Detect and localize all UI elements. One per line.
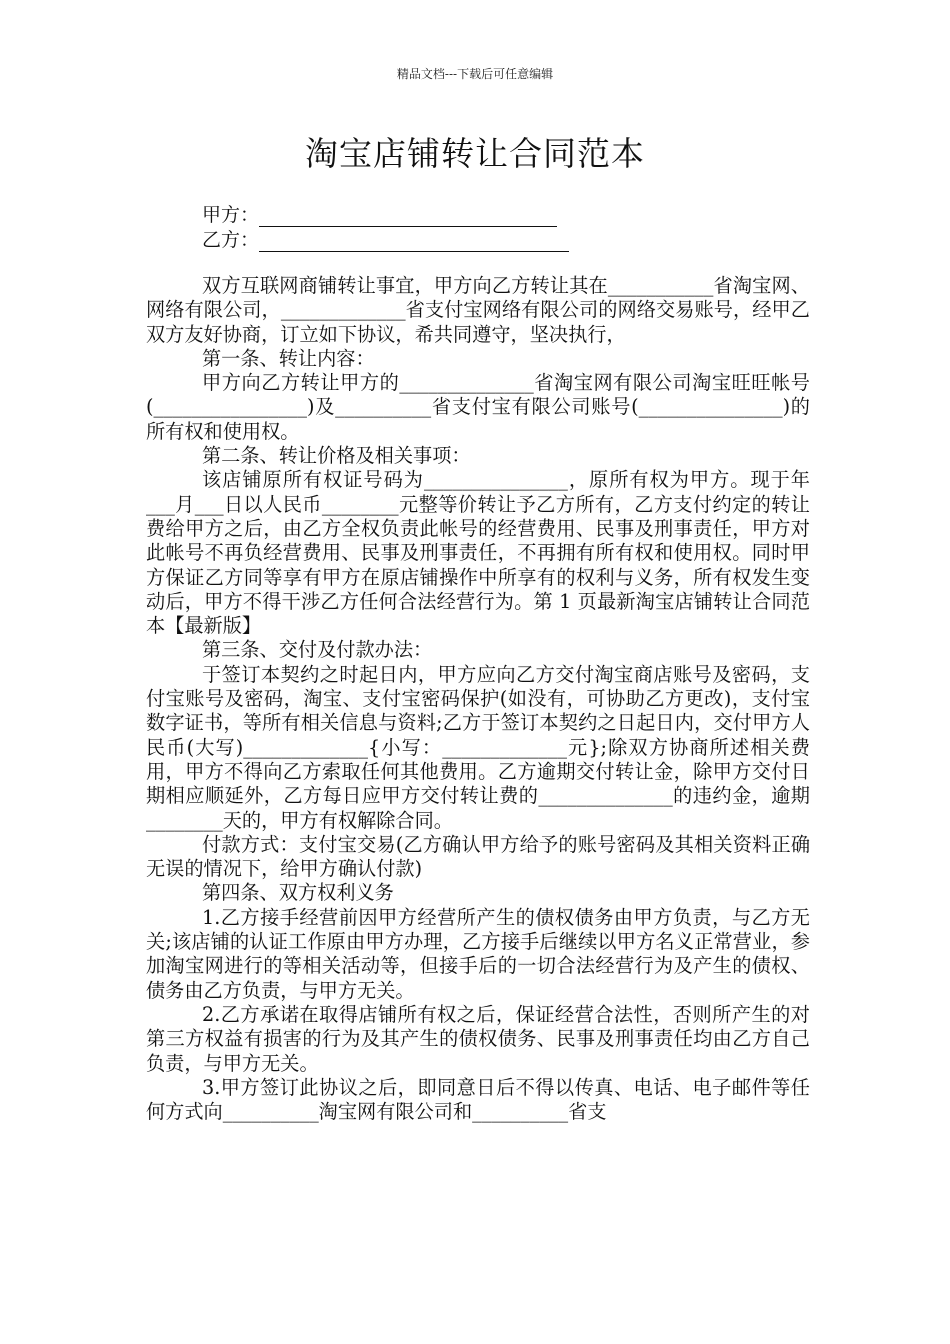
clause-2-title: 第二条、转让价格及相关事项： xyxy=(202,444,471,468)
page-title: 淘宝店铺转让合同范本 xyxy=(305,134,645,173)
clause-4-item-2: 2.乙方承诺在取得店铺所有权之后，保证经营合法性，否则所产生的对第三方权益有损害的行为及其产生的债权债务、民事及刑事责任均由乙方自己负责，与甲方无关。 xyxy=(146,1002,810,1075)
clause-4-item-1: 1.乙方接手经营前因甲方经营所产生的债权债务由甲方负责，与乙方无关;该店铺的认证工作原由甲方办理，乙方接手后继续以甲方名义正常营业，参加淘宝网进行的等相关活动等，但接手后的一切合法经营行为及产生的债权、债务由乙方负责，与甲方无关。 xyxy=(146,905,810,1002)
party-b-row xyxy=(202,228,569,252)
clause-1-text: 甲方向乙方转让甲方的______________省淘宝网有限公司淘宝旺旺帐号(________________)及__________省支付宝有限公司账号(_______________)的所有权和使用权。 xyxy=(146,371,810,443)
contract-body xyxy=(146,274,810,1124)
paragraph-intro: 双方互联网商铺转让事宜，甲方向乙方转让其在___________省淘宝网、网络有限公司，_____________省支付宝网络有限公司的网络交易账号，经甲乙双方友好协商，订立如下协议，希共同遵守，坚决执行， xyxy=(146,274,810,346)
header-note: 精品文档---下载后可任意编辑 xyxy=(396,67,554,81)
party-a-row xyxy=(202,203,557,227)
clause-3-title: 第三条、交付及付款办法： xyxy=(202,638,433,662)
clause-2-text: 该店铺原所有权证号码为_______________，原所有权为甲方。现于年___月___日以人民币________元整等价转让予乙方所有，乙方支付约定的转让费给甲方之后，由乙方全权负责此帐号的经营费用、民事及刑事责任，甲方对此帐号不再负经营费用、民事及刑事责任，不再拥有所有权和使用权。同时甲方保证乙方同等享有甲方在原店铺操作中所享有的权利与义务，所有权发生变动后，甲方不得干涉乙方任何合法经营行为。第 1 页最新淘宝店铺转让合同范本【最新版】 xyxy=(146,468,810,638)
clause-4-item-3: 3.甲方签订此协议之后，即同意日后不得以传真、电话、电子邮件等任何方式向__________淘宝网有限公司和__________省支 xyxy=(146,1075,810,1124)
party-a-label: 甲方： xyxy=(202,204,260,226)
clause-4-title: 第四条、双方权利义务 xyxy=(202,881,394,905)
clause-1-title: 第一条、转让内容： xyxy=(202,346,375,370)
party-a-blank xyxy=(259,206,557,227)
party-b-blank xyxy=(259,231,569,252)
payment-method-text: 付款方式：支付宝交易(乙方确认甲方给予的账号密码及其相关资料正确无误的情况下，给甲方确认付款) xyxy=(146,832,810,881)
party-b-label: 乙方： xyxy=(202,229,260,251)
clause-3-text: 于签订本契约之时起日内，甲方应向乙方交付淘宝商店账号及密码，支付宝账号及密码，淘宝、支付宝密码保护(如没有，可协助乙方更改)，支付宝数字证书，等所有相关信息与资料;乙方于签订本契约之日起日内，交付甲方人民币(大写)_____________{小写：_____________元};除双方协商所述相关费用，甲方不得向乙方索取任何其他费用。乙方逾期交付转让金，除甲方交付日期相应顺延外，乙方每日应甲方交付转让费的______________的违约金，逾期________天的，甲方有权解除合同。 xyxy=(146,662,810,832)
